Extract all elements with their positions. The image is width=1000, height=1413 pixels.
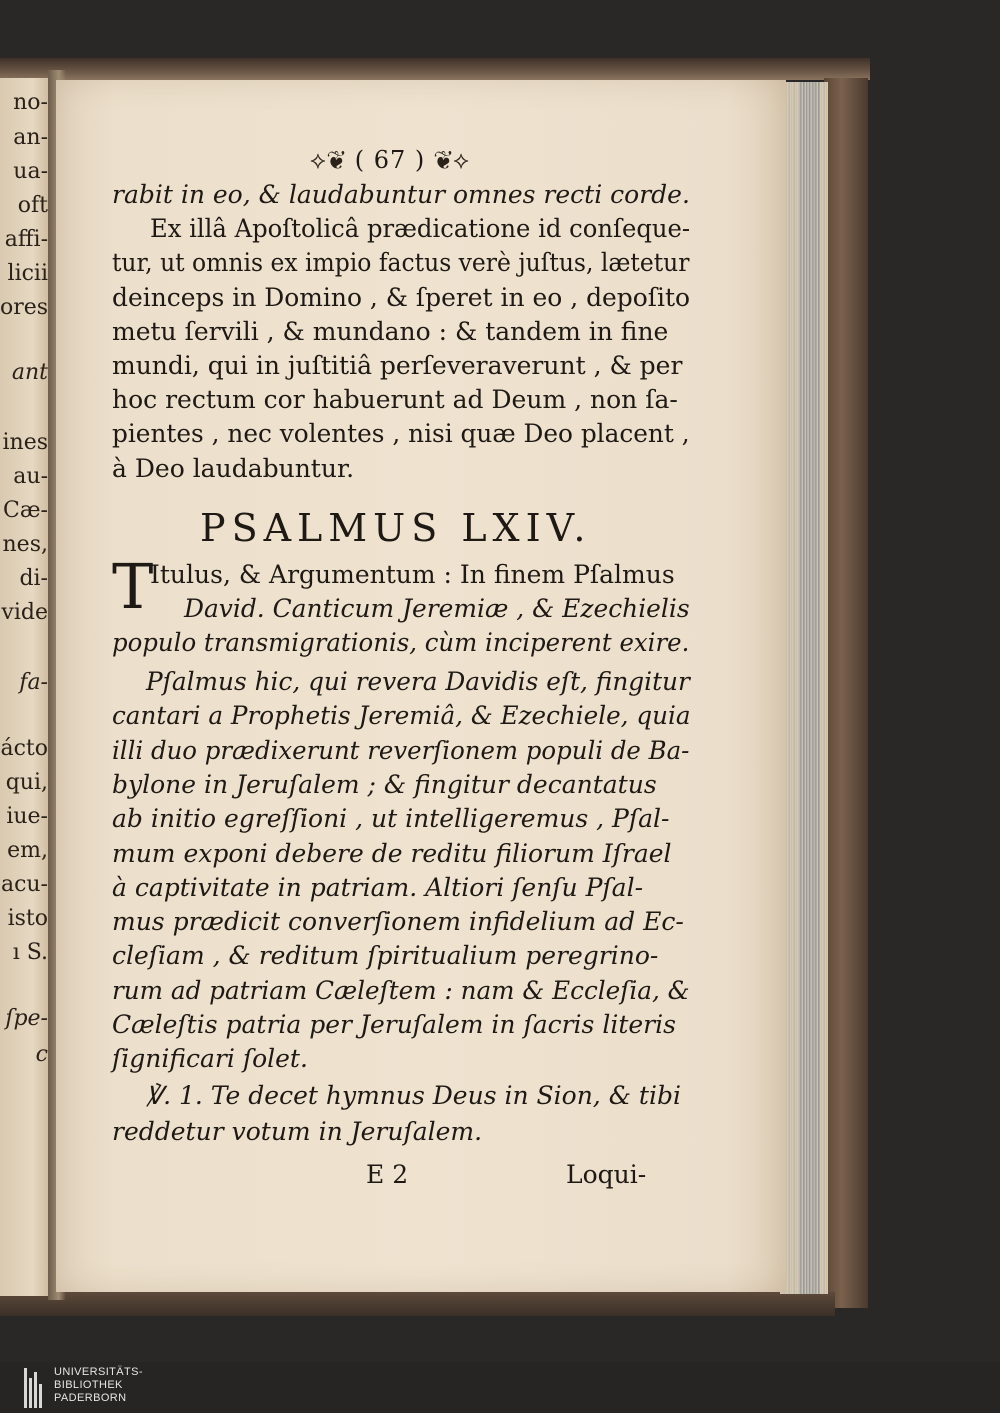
previous-page-fragment: affi- (4, 227, 48, 252)
previous-page-fragment: vide (1, 600, 48, 625)
text-line: Cæleſtis patria per Jeruſalem in ſacris literis (112, 1010, 676, 1039)
previous-page-fragment: ſpe- (5, 1006, 48, 1031)
previous-page-fragment: ines (2, 430, 48, 455)
text-line: Itulus, & Argumentum : In finem Pſalmus (150, 560, 675, 589)
previous-page-fragment: licii (7, 261, 48, 286)
psalm-title: PSALMUS LXIV. (200, 506, 592, 550)
text-line: ℣. 1. Te decet hymnus Deus in Sion, & tibi (146, 1081, 681, 1110)
text-line: bylone in Jeruſalem ; & fingitur decantatus (112, 769, 657, 799)
text-line: à Deo laudabuntur. (112, 453, 355, 483)
previous-page-fragment: au- (13, 464, 48, 489)
book-cover-bottom-edge (0, 1292, 835, 1316)
previous-page-fragment: iue- (6, 804, 48, 829)
logo-line-3: PADERBORN (54, 1392, 127, 1404)
page-number: ( 67 ) (354, 146, 426, 174)
previous-page-fragment: oft (17, 193, 48, 218)
page-header (310, 146, 470, 174)
previous-page-fragment: qui, (5, 770, 48, 795)
text-line: deinceps in Domino , & ſperet in eo , depoſito (112, 282, 691, 312)
text-line: Ex illâ Apoſtolicâ prædicatione id conſeque- (150, 214, 691, 244)
library-logo-icon (24, 1368, 46, 1408)
text-line: tur, ut omnis ex impio factus verè juſtus, lætetur (112, 248, 690, 278)
previous-page-fragment: Cæ- (3, 498, 48, 523)
text-line: Pſalmus hic, qui revera Davidis eſt, fingitur (146, 667, 690, 696)
page-fore-edge-tint (800, 82, 820, 1294)
text-line: illi duo prædixerunt reverſionem populi de Ba- (112, 735, 690, 765)
previous-page-fragment: em, (7, 838, 48, 863)
previous-page-fragment: ı S. (12, 940, 48, 965)
previous-page-fragment: ua- (13, 159, 48, 184)
text-line: pientes , nec volentes , nisi quæ Deo placent , (112, 419, 690, 449)
logo-line-2: BIBLIOTHEK (54, 1379, 123, 1391)
previous-page-fragment: ores (0, 295, 49, 320)
footer-bar (0, 1362, 1000, 1413)
previous-page-fragment: fa- (19, 670, 48, 695)
previous-page-fragment: an- (13, 125, 48, 150)
previous-page-fragment: ant (11, 360, 48, 385)
text-line: metu ſervili , & mundano : & tandem in fine (112, 316, 669, 346)
header-ornament-left-icon: ⟡❦ (310, 146, 347, 174)
text-line: mundi, qui in juſtitiâ perſeveraverunt , & per (112, 351, 683, 380)
text-line: hoc rectum cor habuerunt ad Deum , non ſa- (112, 385, 678, 415)
previous-page-fragment: no- (13, 90, 48, 115)
text-line: rabit in eo, & laudabuntur omnes recti corde. (112, 180, 690, 209)
text-line: ab initio egreſſioni , ut intelligeremus , Pſal- (112, 804, 670, 834)
text-line: mum exponi debere de reditu filiorum Iſrael (112, 838, 672, 868)
previous-page-fragment: ácto (0, 736, 48, 761)
previous-page-fragment: isto (7, 906, 48, 931)
book-cover-top-edge (0, 58, 870, 80)
text-line: cantari a Prophetis Jeremiâ, & Ezechiele, quia (112, 701, 691, 731)
text-line: mus prædicit converſionem infidelium ad Ec- (112, 907, 684, 937)
text-line: à captivitate in patriam. Altiori ſenſu Pſal- (112, 872, 644, 902)
text-line: cleſiam , & reditum ſpiritualium peregrino- (112, 941, 659, 971)
text-line: populo transmigrationis, cùm inciperent exire. (112, 628, 690, 657)
book-cover-right-edge (824, 78, 868, 1308)
text-line: reddetur votum in Jeruſalem. (112, 1117, 483, 1146)
previous-page-fragment: c (35, 1042, 48, 1067)
text-line: ſignificari ſolet. (112, 1044, 308, 1074)
drop-cap: T (112, 550, 154, 623)
previous-page-fragment: di- (19, 566, 48, 591)
previous-page-fragment: nes, (2, 532, 48, 557)
previous-page-fragment: acu- (0, 872, 48, 897)
signature-mark: E 2 (366, 1160, 409, 1189)
logo-line-1: UNIVERSITÄTS- (54, 1366, 143, 1378)
text-line: rum ad patriam Cæleſtem : nam & Eccleſia, & (112, 975, 690, 1005)
previous-page-edge (0, 78, 54, 1296)
library-logo-text (54, 1366, 143, 1405)
text-line: David. Canticum Jeremiæ , & Ezechielis (184, 594, 690, 623)
catchword: Loqui- (566, 1160, 647, 1189)
header-ornament-right-icon: ❦⟡ (433, 146, 471, 174)
